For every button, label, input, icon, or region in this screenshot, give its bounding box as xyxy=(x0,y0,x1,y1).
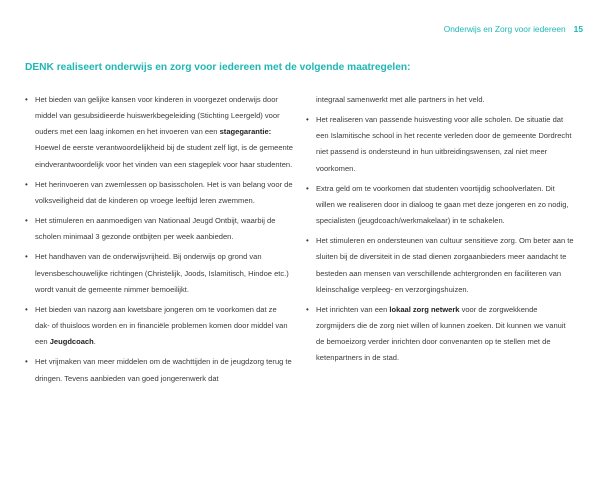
list-item-text: Het stimuleren en ondersteunen van cultuur sensitieve zorg. Om beter aan te sluiten bij de diversiteit in de stad dienen zorgaanbieders meer aandacht te besteden aan mensen van verschillende achtergronden en faciliteren van kleinschalige verpleeg- en verzorgingshuizen. xyxy=(316,236,574,294)
list-item xyxy=(25,302,293,350)
list-item-text: Het stimuleren en aanmoedigen van Nationaal Jeugd Ontbijt, waarbij de scholen minimaal 3 gezonde ontbijten per week aanbieden. xyxy=(35,216,276,242)
running-header-title: Onderwijs en Zorg voor iedereen xyxy=(443,24,566,34)
running-header xyxy=(444,24,583,34)
page-number: 15 xyxy=(573,24,583,34)
list-item-text: integraal samenwerkt met alle partners in het veld. xyxy=(316,95,485,104)
list-item xyxy=(306,112,574,177)
right-bullet-list xyxy=(306,92,574,367)
section-heading: DENK realiseert onderwijs en zorg voor iedereen met de volgende maatregelen: xyxy=(25,62,411,73)
list-item xyxy=(306,233,574,298)
list-item-text: Het handhaven van de onderwijsvrijheid. Bij onderwijs op grond van levensbeschouwelijke richtingen (Christelijk, Joods, Islamitisch, Hindoe etc.) wordt vanuit de gemeente nimmer bemoeilijkt. xyxy=(35,252,289,294)
bullet-icon: • xyxy=(306,115,309,125)
list-item-text: Het realiseren van passende huisvesting voor alle scholen. De situatie dat een Islamitische school in het recente verleden door de gemeente Dordrecht niet passend is ondersteund in hun uitbreidingswensen, zal niet meer voorkomen. xyxy=(316,115,572,173)
list-item-text: Het vrijmaken van meer middelen om de wachttijden in de jeugdzorg terug te dringen. Tevens aanbieden van goed jongerenwerk dat xyxy=(35,357,292,383)
list-item xyxy=(25,249,293,297)
bullet-icon: • xyxy=(306,304,309,314)
bullet-icon: • xyxy=(25,216,28,226)
bullet-icon: • xyxy=(25,304,28,314)
list-item-bold-text: lokaal zorg netwerk xyxy=(389,304,460,314)
list-item xyxy=(25,213,293,245)
list-item-text: Het inrichten van een xyxy=(316,304,390,314)
list-item-text: voor de zorgwekkende zorgmijders die de zorg niet willen of kunnen zoeken. Dit kunnen we vanuit de bemoeizorg verder inrichten door convenanten op te stellen met de ketenpartners in de stad. xyxy=(316,304,566,363)
bullet-icon: • xyxy=(25,95,28,104)
list-item-text: Het bieden van gelijke kansen voor kinderen in voorgezet onderwijs door middel van gesubsidieerde huiswerkbegeleiding (Stichting Leergeld) voor ouders met een laag inkomen en het invoeren van een xyxy=(35,95,280,137)
list-item xyxy=(25,92,293,173)
list-item-text: Het herinvoeren van zwemlessen op basisscholen. Het is van belang voor de volksveiligheid dat de kinderen op vroege leeftijd leren zwemmen. xyxy=(35,179,293,205)
list-item xyxy=(25,354,293,386)
left-column xyxy=(25,92,293,391)
list-item-text: . xyxy=(93,337,96,347)
list-item-text: Extra geld om te voorkomen dat studenten voortijdig schoolverlaten. Dit willen we realiseren door in dialoog te gaan met deze jongeren en zo nodig, specialisten (jeugdcoach/werkmakelaar) in te schakelen. xyxy=(316,183,569,226)
list-item xyxy=(306,181,574,229)
left-bullet-list xyxy=(25,92,293,387)
bullet-icon: • xyxy=(25,252,28,262)
list-item-bold-text: stagegarantie: xyxy=(219,127,272,137)
list-item-bold-text: Jeugdcoach xyxy=(49,337,94,347)
bullet-icon: • xyxy=(25,179,28,189)
list-item-continuation xyxy=(306,92,574,108)
bullet-icon: • xyxy=(306,236,309,246)
list-item xyxy=(306,302,574,367)
list-item xyxy=(25,177,293,209)
list-item-text: Het bieden van nazorg aan kwetsbare jongeren om te voorkomen dat ze dak- of thuisloos worden en in financiële problemen komen door middel van een xyxy=(35,304,288,347)
list-item-text: Hoewel de eerste verantwoordelijkheid bij de student zelf ligt, is de gemeente eindverantwoordelijk voor het vinden van een stageplek voor haar studenten. xyxy=(35,143,294,169)
right-column xyxy=(306,92,574,371)
bullet-icon: • xyxy=(25,357,28,367)
bullet-icon: • xyxy=(306,183,309,193)
